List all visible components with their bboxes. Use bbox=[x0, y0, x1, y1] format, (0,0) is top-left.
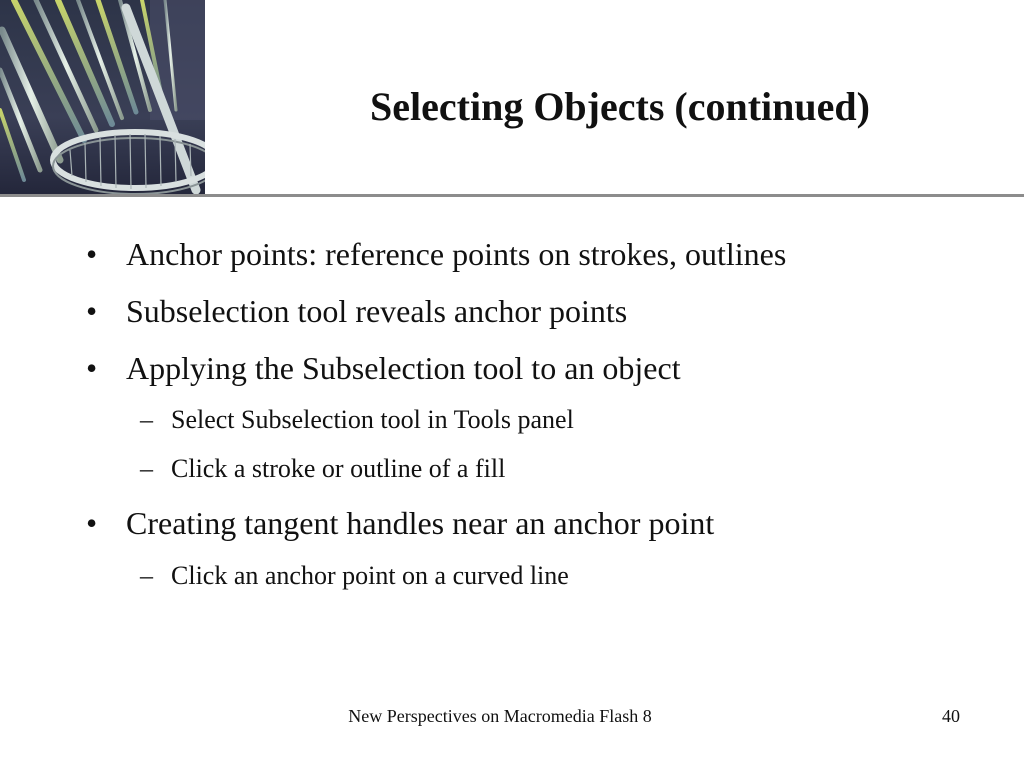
sub-bullet-text: Select Subselection tool in Tools panel bbox=[171, 405, 574, 434]
bullet-marker: • bbox=[86, 350, 98, 386]
bullet-marker: • bbox=[86, 293, 98, 329]
bullet-marker: • bbox=[86, 236, 98, 272]
bullet-text: Creating tangent handles near an anchor point bbox=[126, 505, 715, 541]
slide-title: Selecting Objects (continued) bbox=[370, 84, 870, 129]
bullet-text: Anchor points: reference points on strokes, outlines bbox=[126, 236, 787, 272]
sub-bullet-item bbox=[140, 407, 574, 433]
sub-bullet-item bbox=[140, 456, 505, 482]
bullet-marker: • bbox=[86, 505, 98, 541]
bullet-item bbox=[86, 295, 627, 327]
sub-bullet-marker: – bbox=[140, 405, 153, 434]
bullet-text: Applying the Subselection tool to an object bbox=[126, 350, 681, 386]
bullet-item bbox=[86, 238, 786, 270]
bullet-text: Subselection tool reveals anchor points bbox=[126, 293, 628, 329]
slide-footer: New Perspectives on Macromedia Flash 8 bbox=[348, 706, 652, 726]
page-number: 40 bbox=[942, 706, 960, 726]
sub-bullet-text: Click a stroke or outline of a fill bbox=[171, 454, 506, 483]
sub-bullet-text: Click an anchor point on a curved line bbox=[171, 561, 569, 590]
bullet-item bbox=[86, 352, 681, 384]
sub-bullet-marker: – bbox=[140, 561, 153, 590]
sub-bullet-marker: – bbox=[140, 454, 153, 483]
bullet-item bbox=[86, 507, 714, 539]
sub-bullet-item bbox=[140, 563, 569, 589]
